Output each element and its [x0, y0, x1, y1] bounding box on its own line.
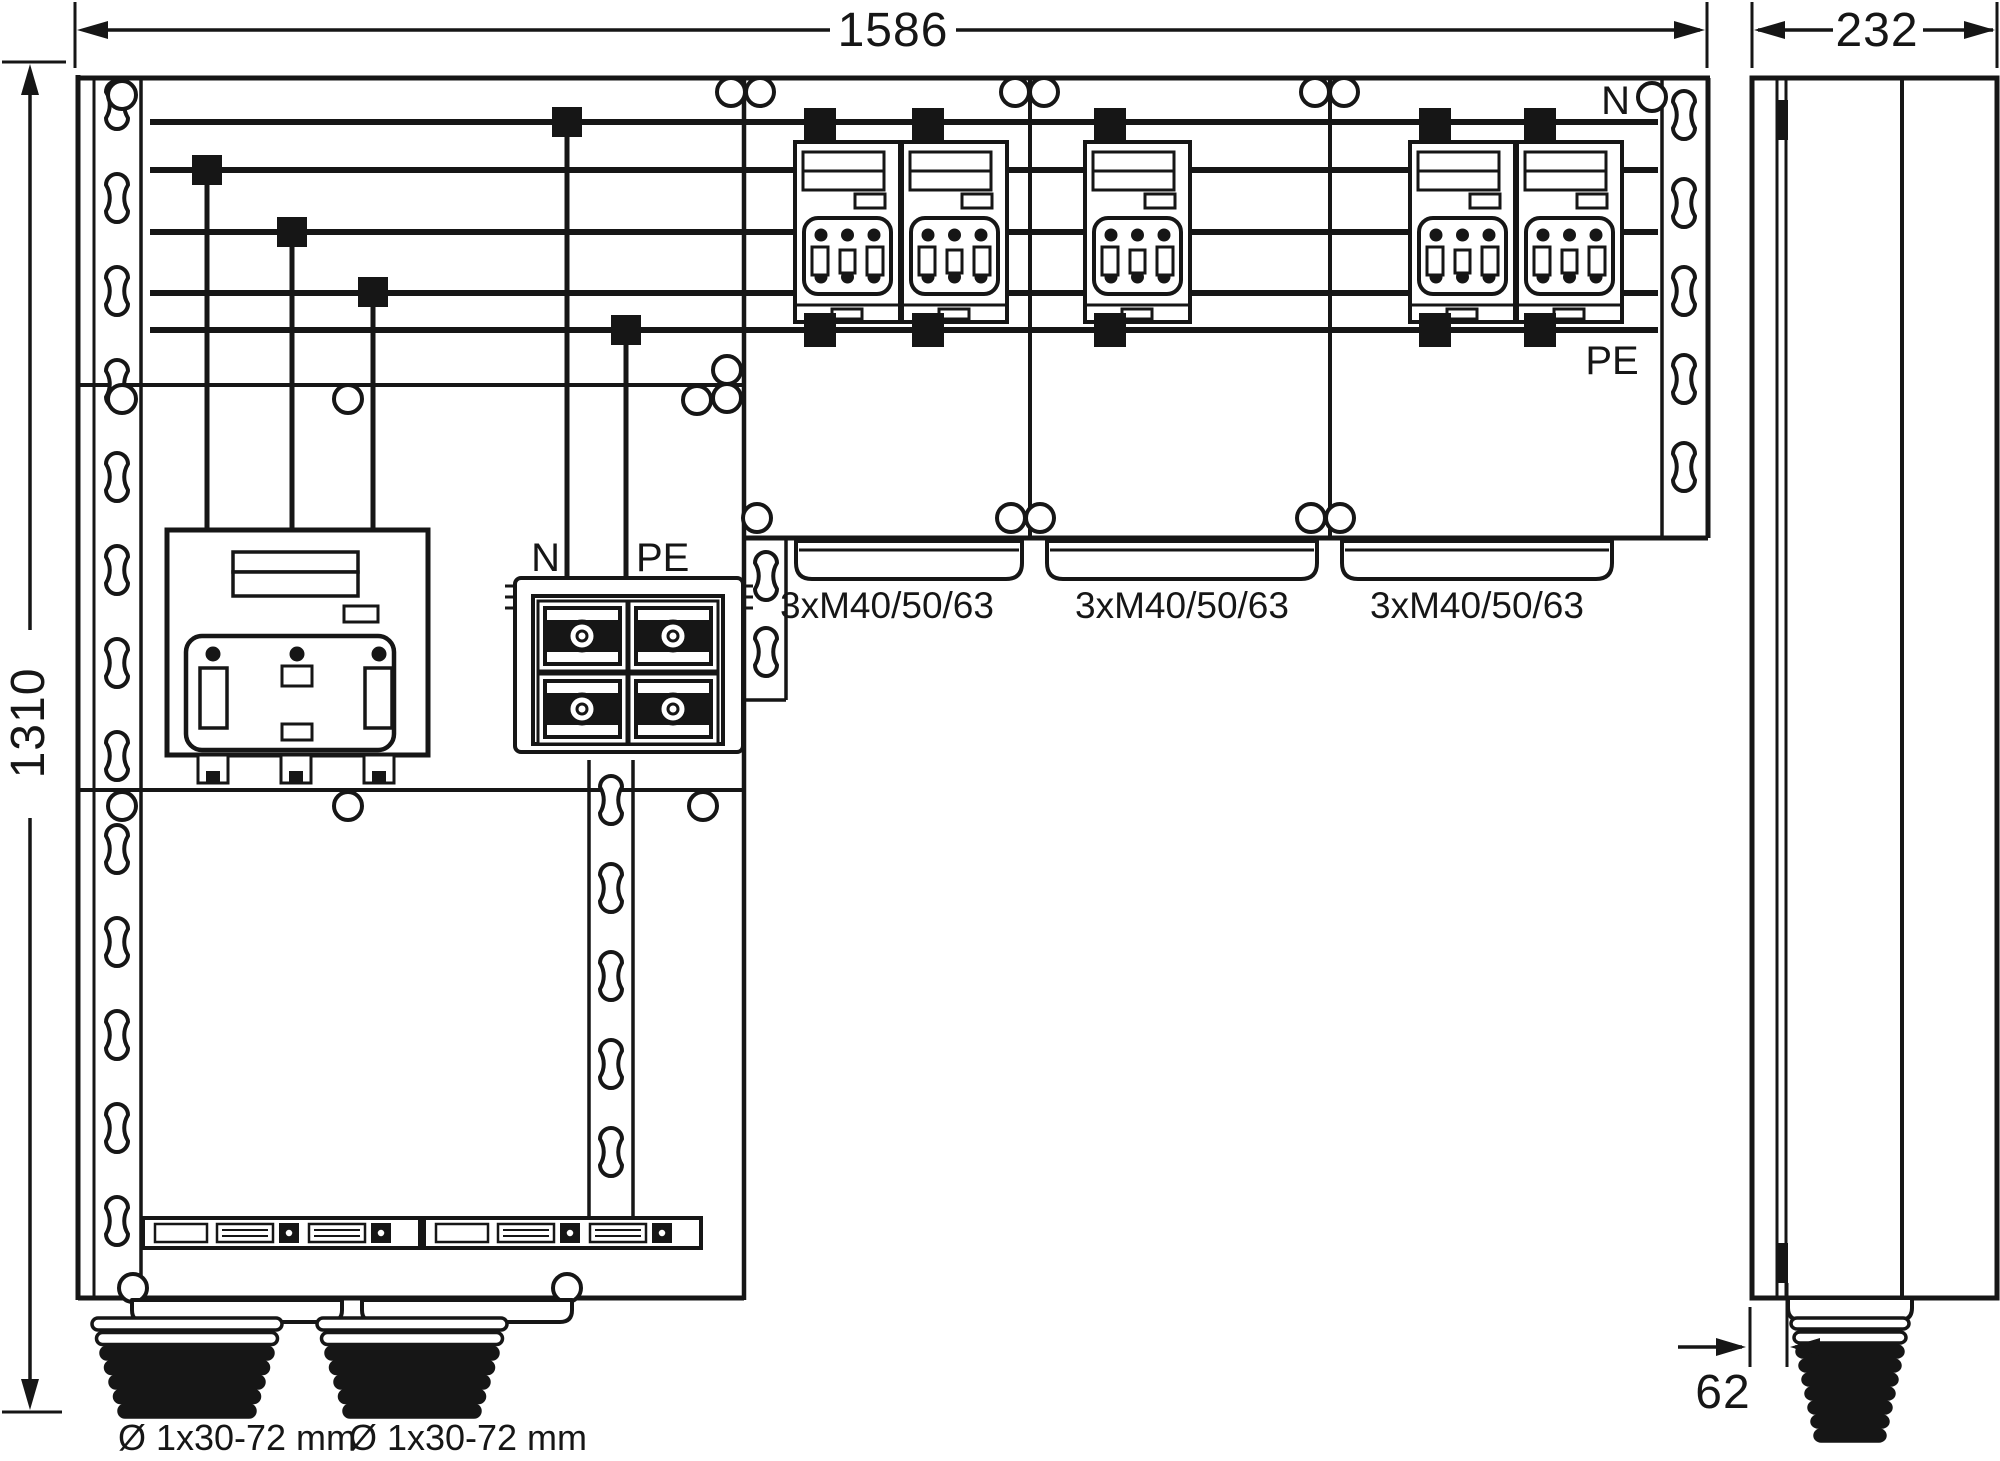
main-switch-disconnector: [167, 530, 428, 783]
busbar-pe-label: PE: [1585, 339, 1639, 383]
gland-plate-label: 3xM40/50/63: [780, 585, 994, 626]
terminal-n-label: N: [531, 536, 560, 580]
cable-gland-label: Ø 1x30-72 mm: [348, 1417, 588, 1458]
side-depth-label: 232: [1835, 4, 1919, 57]
side-view: [1752, 78, 1997, 1441]
gland-plate-label: 3xM40/50/63: [1370, 585, 1584, 626]
gland-plate-label: 3xM40/50/63: [1075, 585, 1289, 626]
tap-conductor-lines: [207, 122, 626, 578]
terminal-strips: [143, 1218, 701, 1248]
front-width-label: 1586: [837, 4, 949, 57]
front-height-label: 1310: [2, 667, 55, 779]
rear-depth-label: 62: [1695, 1366, 1751, 1419]
cable-gland-label: Ø 1x30-72 mm: [117, 1417, 357, 1458]
npe-terminal-block: [505, 578, 753, 752]
busbar-n-label: N: [1601, 79, 1630, 123]
gland-plate-row: [796, 541, 1612, 579]
cable-glands: [92, 1300, 572, 1417]
terminal-pe-label: PE: [636, 536, 690, 580]
